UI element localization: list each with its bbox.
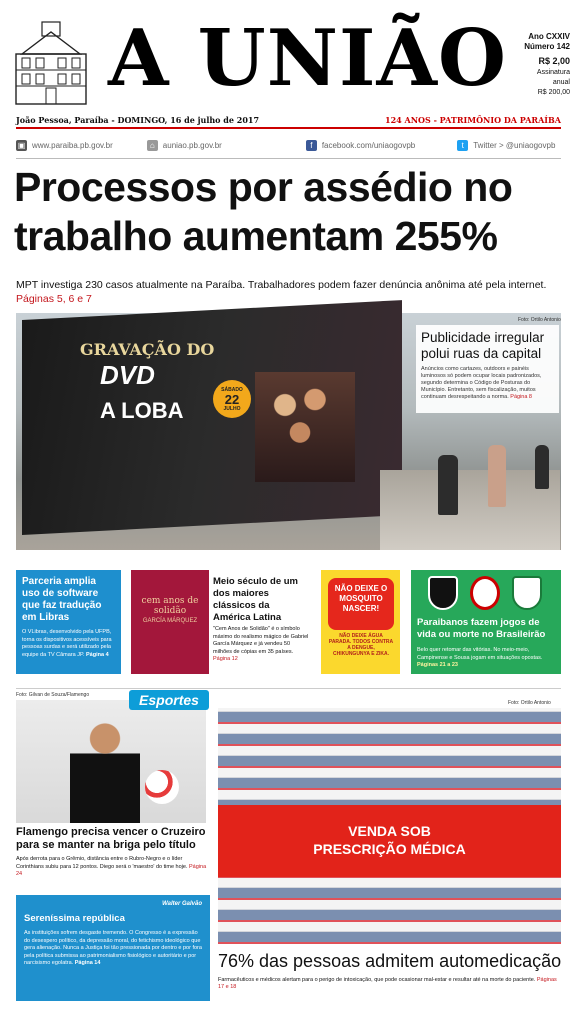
subscription-price: R$ 200,00 [537,89,570,96]
opinion-author: Walter Galvão [162,901,202,907]
facebook-link-label: facebook.com/uniaogovpb [321,140,416,150]
billboard-line1: GRAVAÇÃO DO [80,340,215,359]
teaser-brasileirao-title: Paraibanos fazem jogos de vida ou morte no Brasileirão [417,617,546,640]
lead-deck [16,278,566,306]
dengue-ad-headline: NÃO DEIXE O MOSQUITO NASCER! [328,578,394,630]
tagline: 124 ANOS - PATRIMÔNIO DA PARAÍBA [385,115,561,125]
book-cover [131,570,209,674]
billboard-month: JULHO [223,406,241,412]
opinion-body-text: As instituições sofrem desgaste tremendo. O Congresso é a expressão do desespero político, da depressão moral, do fetichismo ideológico que gera alienação. Nunca a Justiça foi tão pressionada por dentro e por fora pela política submissa ao patrimonialismo fisiológico e autoritário e por narcisismo egolatra. [24,930,202,966]
dengue-ad-body: NÃO DEIXE ÁGUA PARADA. TODOS CONTRA A DENGUE, CHIKUNGUNYA E ZIKA. [328,633,394,657]
sousa-shield-icon [512,576,542,610]
site-link[interactable] [16,140,113,151]
lead-pages[interactable]: Páginas 5, 6 e 7 [16,293,92,305]
billboard-day: 22 [224,392,240,407]
facebook-icon: f [306,140,317,151]
newspaper-title: A UNIÃO [108,13,507,104]
teaser-book-text: "Cem Anos de Solidão" é o símbolo máximo do realismo mágico de Gabriel García Márquez e já vendeu 50 milhões de cópias em 35 países. [213,626,309,655]
pharmacy-pages[interactable]: Páginas 17 e 18 [218,977,557,990]
pharmacy-headline[interactable]: 76% das pessoas admitem automedicação [218,951,562,971]
billboard-dvd: DVD [100,360,155,390]
building-small-icon: ⌂ [147,140,158,151]
lead-headline[interactable] [14,163,564,261]
pharmacy-photo-credit: Foto: Ortilo Antonio [508,700,551,706]
dateline: João Pessoa, Paraíba - DOMINGO, 16 de julho de 2017 [16,115,260,125]
mobile-icon: ▣ [17,140,26,150]
photo-story-body [421,366,554,401]
billboard-date [213,380,251,418]
photo-credit: Foto: Ortilo Antonio [518,317,561,323]
subscription-label: Assinatura anual [536,69,570,86]
billboard-artists [255,372,355,482]
sports-photo-credit: Foto: Gilvan de Souza/Flamengo [16,692,90,698]
sports-page[interactable]: Página 24 [16,863,207,877]
street [380,470,560,550]
teaser-brasileirao-page[interactable]: Páginas 21 a 23 [417,662,458,668]
teaser-book-body [213,626,309,664]
dateline-bar [16,115,561,129]
teaser-book-title[interactable]: Meio século de um dos maiores clássicos da América Latina [213,576,298,623]
teaser-libras[interactable] [16,570,121,674]
edition-year: Ano CXXIV [528,32,570,41]
site2-link-label: auniao.pb.gov.br [162,140,222,150]
teaser-libras-body [22,629,115,659]
teaser-book-page[interactable]: Página 12 [213,656,238,662]
opinion-page[interactable]: Página 14 [74,960,101,966]
prescription-banner-line2: PRESCRIÇÃO MÉDICA [313,841,466,857]
campinense-shield-icon [470,576,500,610]
photo-story-box[interactable] [416,325,559,413]
edition-info [520,32,570,98]
pharmacy-body [218,977,563,991]
lead-deck-text: MPT investiga 230 casos atualmente na Paraíba. Trabalhadores podem fazer denúncia anônima até pela internet. [16,279,547,291]
teaser-libras-page[interactable]: Página 4 [86,651,109,658]
lead-headline-line1: Processos por assédio no [14,164,513,210]
opinion-title: Sereníssima república [24,913,125,924]
botafogo-shield-icon [428,576,458,610]
sports-body-text: Após derrota para o Grêmio, distância entre o Rubro-Negro e o líder Corinthians subiu para 12 pontos. Diego será o 'maestro' do time hoje. [16,856,188,870]
book-title: cem anos de solidão [141,596,199,616]
sports-body [16,856,210,879]
edition-number: Número 142 [524,42,570,51]
photo-story-page[interactable]: Página 8 [510,394,532,400]
pedestrian [535,445,549,489]
twitter-link[interactable] [457,140,555,151]
price: R$ 2,00 [538,56,570,66]
photo-story-body-text: Anúncios como cartazes, outdoors e painéis luminosos só podem ocupar locais padronizados, segundo determina o Código de Posturas do Município. Entretanto, sem fiscalização, muitos continuam desrespeitando a norma. [421,366,542,400]
teaser-libras-text: O VLibras, desenvolvido pela UFPB, torna os dispositivos acessíveis para pessoas surdas e será utilizado pela equipe da TV Câmara JP. [22,629,112,658]
teaser-libras-title: Parceria amplia uso de software que faz tradução em Libras [22,576,102,623]
opinion-box[interactable] [16,895,210,1001]
section-label-esportes[interactable]: Esportes [129,690,209,710]
twitter-icon: t [457,140,468,151]
twitter-link-label: Twitter > @uniaogovpb [473,140,556,150]
prescription-banner-line1: VENDA SOB [348,823,431,839]
divider [16,158,561,159]
photo-story-title: Publicidade irregular polui ruas da capital [421,330,545,361]
site2-link[interactable] [147,140,222,151]
book-author: GARCÍA MÁRQUEZ [142,618,198,624]
lead-headline-line2: trabalho aumentam 255% [14,213,498,259]
sports-headline[interactable]: Flamengo precisa vencer o Cruzeiro para se manter na briga pelo título [16,826,206,851]
section-divider [16,688,561,689]
pedestrian [438,455,458,515]
soccer-ball-icon [145,770,179,804]
teaser-brasileirao-body [417,647,557,670]
pedestrian [488,445,506,507]
teaser-brasileirao-text: Belo quer retomar das vitórias. No meio-meio, Campinense e Sousa jogam em situações opostas. [417,647,543,661]
opinion-body [24,930,202,968]
billboard-band: A LOBA [100,398,184,423]
pharmacy-body-text: Farmacêuticos e médicos alertam para o perigo de intoxicação, que pode ocasionar mal-estar e resultar até na morte do paciente. [218,977,536,983]
site-link-label: www.paraiba.pb.gov.br [32,140,113,150]
player-figure [70,720,140,823]
links-bar [16,136,561,154]
facebook-link[interactable] [306,140,415,151]
prescription-banner [218,805,561,877]
building-logo-icon [12,18,90,108]
billboard-day-label: SÁBADO [221,387,243,393]
